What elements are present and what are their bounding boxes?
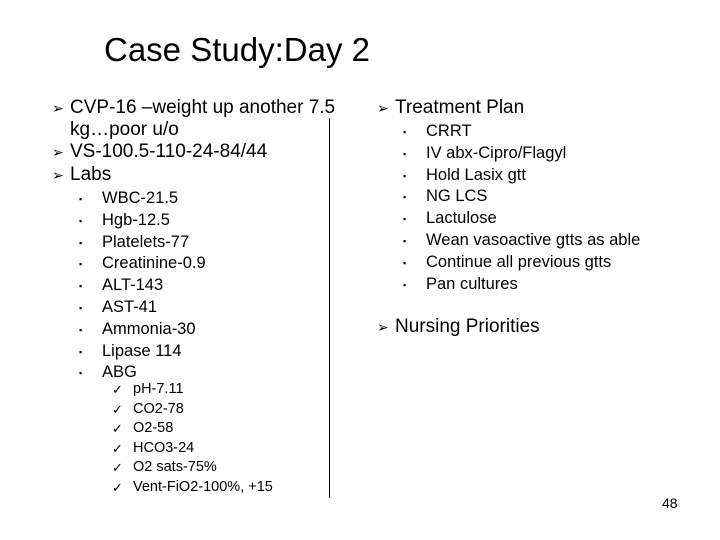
lab-item bbox=[79, 319, 196, 341]
square-bullet-icon: ▪ bbox=[79, 259, 83, 270]
lab-item bbox=[79, 341, 182, 363]
lab-item bbox=[79, 188, 179, 210]
treatment-item-text: Wean vasoactive gtts as able bbox=[426, 231, 641, 249]
heading-text: Nursing Priorities bbox=[395, 316, 540, 337]
bullet-text-line: CVP-16 –weight up another 7.5 bbox=[70, 97, 336, 118]
square-bullet-icon: ▪ bbox=[79, 194, 83, 204]
treatment-item bbox=[403, 230, 641, 252]
arrow-bullet-icon: ➢ bbox=[52, 100, 64, 116]
abg-item bbox=[112, 419, 174, 439]
bullet-cvp bbox=[52, 97, 336, 141]
lab-item-text: Ammonia-30 bbox=[102, 319, 196, 338]
lab-item bbox=[79, 210, 170, 232]
checkmark-icon: ✓ bbox=[112, 440, 123, 456]
checkmark-icon: ✓ bbox=[112, 382, 123, 397]
slide-title: Case Study:Day 2 bbox=[104, 31, 370, 68]
treatment-item bbox=[403, 252, 612, 274]
square-bullet-icon: ▪ bbox=[79, 303, 83, 313]
lab-item bbox=[79, 232, 190, 254]
bullet-text-line: Labs bbox=[70, 164, 112, 185]
checkmark-icon: ✓ bbox=[112, 460, 123, 475]
lab-item-text: AST-41 bbox=[102, 298, 158, 316]
abg-item-text: Vent-FiO2-100%, +15 bbox=[133, 478, 273, 495]
arrow-bullet-icon: ➢ bbox=[52, 167, 64, 183]
treatment-item-text: Continue all previous gtts bbox=[426, 252, 612, 271]
checkmark-icon: ✓ bbox=[112, 479, 123, 495]
abg-item bbox=[112, 478, 273, 498]
square-bullet-icon: ▪ bbox=[403, 236, 407, 246]
abg-item bbox=[112, 439, 195, 459]
treatment-item bbox=[403, 186, 488, 208]
square-bullet-icon: ▪ bbox=[403, 214, 407, 225]
lab-item-text: ALT-143 bbox=[102, 276, 164, 295]
arrow-bullet-icon: ➢ bbox=[377, 100, 389, 116]
abg-item-text: pH-7.11 bbox=[133, 381, 184, 397]
treatment-item bbox=[403, 208, 497, 230]
arrow-bullet-icon: ➢ bbox=[52, 144, 64, 160]
treatment-item-text: Pan cultures bbox=[426, 274, 518, 293]
square-bullet-icon: ▪ bbox=[79, 324, 83, 335]
checkmark-icon: ✓ bbox=[112, 401, 123, 417]
lab-item-text: Hgb-12.5 bbox=[102, 210, 170, 229]
checkmark-icon: ✓ bbox=[112, 421, 123, 436]
square-bullet-icon: ▪ bbox=[79, 215, 83, 226]
lab-item-text: ABG bbox=[102, 363, 137, 382]
bullet-labs bbox=[52, 164, 112, 186]
square-bullet-icon: ▪ bbox=[403, 279, 407, 290]
treatment-item bbox=[403, 274, 518, 296]
square-bullet-icon: ▪ bbox=[403, 170, 407, 181]
abg-item bbox=[112, 380, 184, 400]
bullet-text-line: kg…poor u/o bbox=[70, 119, 179, 140]
arrow-bullet-icon: ➢ bbox=[377, 319, 389, 335]
lab-item-text: Creatinine-0.9 bbox=[102, 254, 206, 273]
treatment-plan-heading bbox=[377, 97, 525, 119]
abg-item-text: HCO3-24 bbox=[133, 439, 195, 456]
abg-item-text: O2-58 bbox=[133, 420, 174, 436]
square-bullet-icon: ▪ bbox=[403, 148, 407, 159]
heading-text: Treatment Plan bbox=[395, 97, 525, 118]
treatment-item-text: Lactulose bbox=[426, 209, 497, 228]
treatment-item bbox=[403, 143, 567, 165]
treatment-item bbox=[403, 121, 472, 143]
abg-item bbox=[112, 400, 184, 420]
square-bullet-icon: ▪ bbox=[79, 346, 83, 357]
abg-item-text: O2 sats-75% bbox=[133, 459, 217, 475]
square-bullet-icon: ▪ bbox=[79, 281, 83, 292]
lab-item bbox=[79, 253, 206, 275]
lab-item bbox=[79, 275, 164, 297]
column-divider bbox=[329, 118, 330, 498]
nursing-priorities-heading bbox=[377, 316, 540, 338]
lab-item-text: Platelets-77 bbox=[102, 232, 190, 251]
treatment-item-text: IV abx-Cipro/Flagyl bbox=[426, 143, 567, 162]
square-bullet-icon: ▪ bbox=[403, 257, 407, 268]
treatment-item bbox=[403, 165, 526, 187]
treatment-item-text: CRRT bbox=[426, 122, 472, 140]
square-bullet-icon: ▪ bbox=[79, 368, 83, 379]
lab-item-text: WBC-21.5 bbox=[102, 189, 179, 207]
abg-item bbox=[112, 458, 217, 478]
square-bullet-icon: ▪ bbox=[79, 237, 83, 248]
treatment-item-text: NG LCS bbox=[426, 187, 488, 206]
treatment-item-text: Hold Lasix gtt bbox=[426, 165, 526, 184]
square-bullet-icon: ▪ bbox=[403, 192, 407, 203]
abg-item-text: CO2-78 bbox=[133, 400, 184, 417]
lab-item bbox=[79, 297, 158, 319]
lab-item-text: Lipase 114 bbox=[102, 341, 182, 360]
square-bullet-icon: ▪ bbox=[403, 127, 407, 137]
bullet-vs bbox=[52, 141, 268, 163]
page-number: 48 bbox=[662, 495, 678, 511]
bullet-text-line: VS-100.5-110-24-84/44 bbox=[70, 141, 268, 162]
